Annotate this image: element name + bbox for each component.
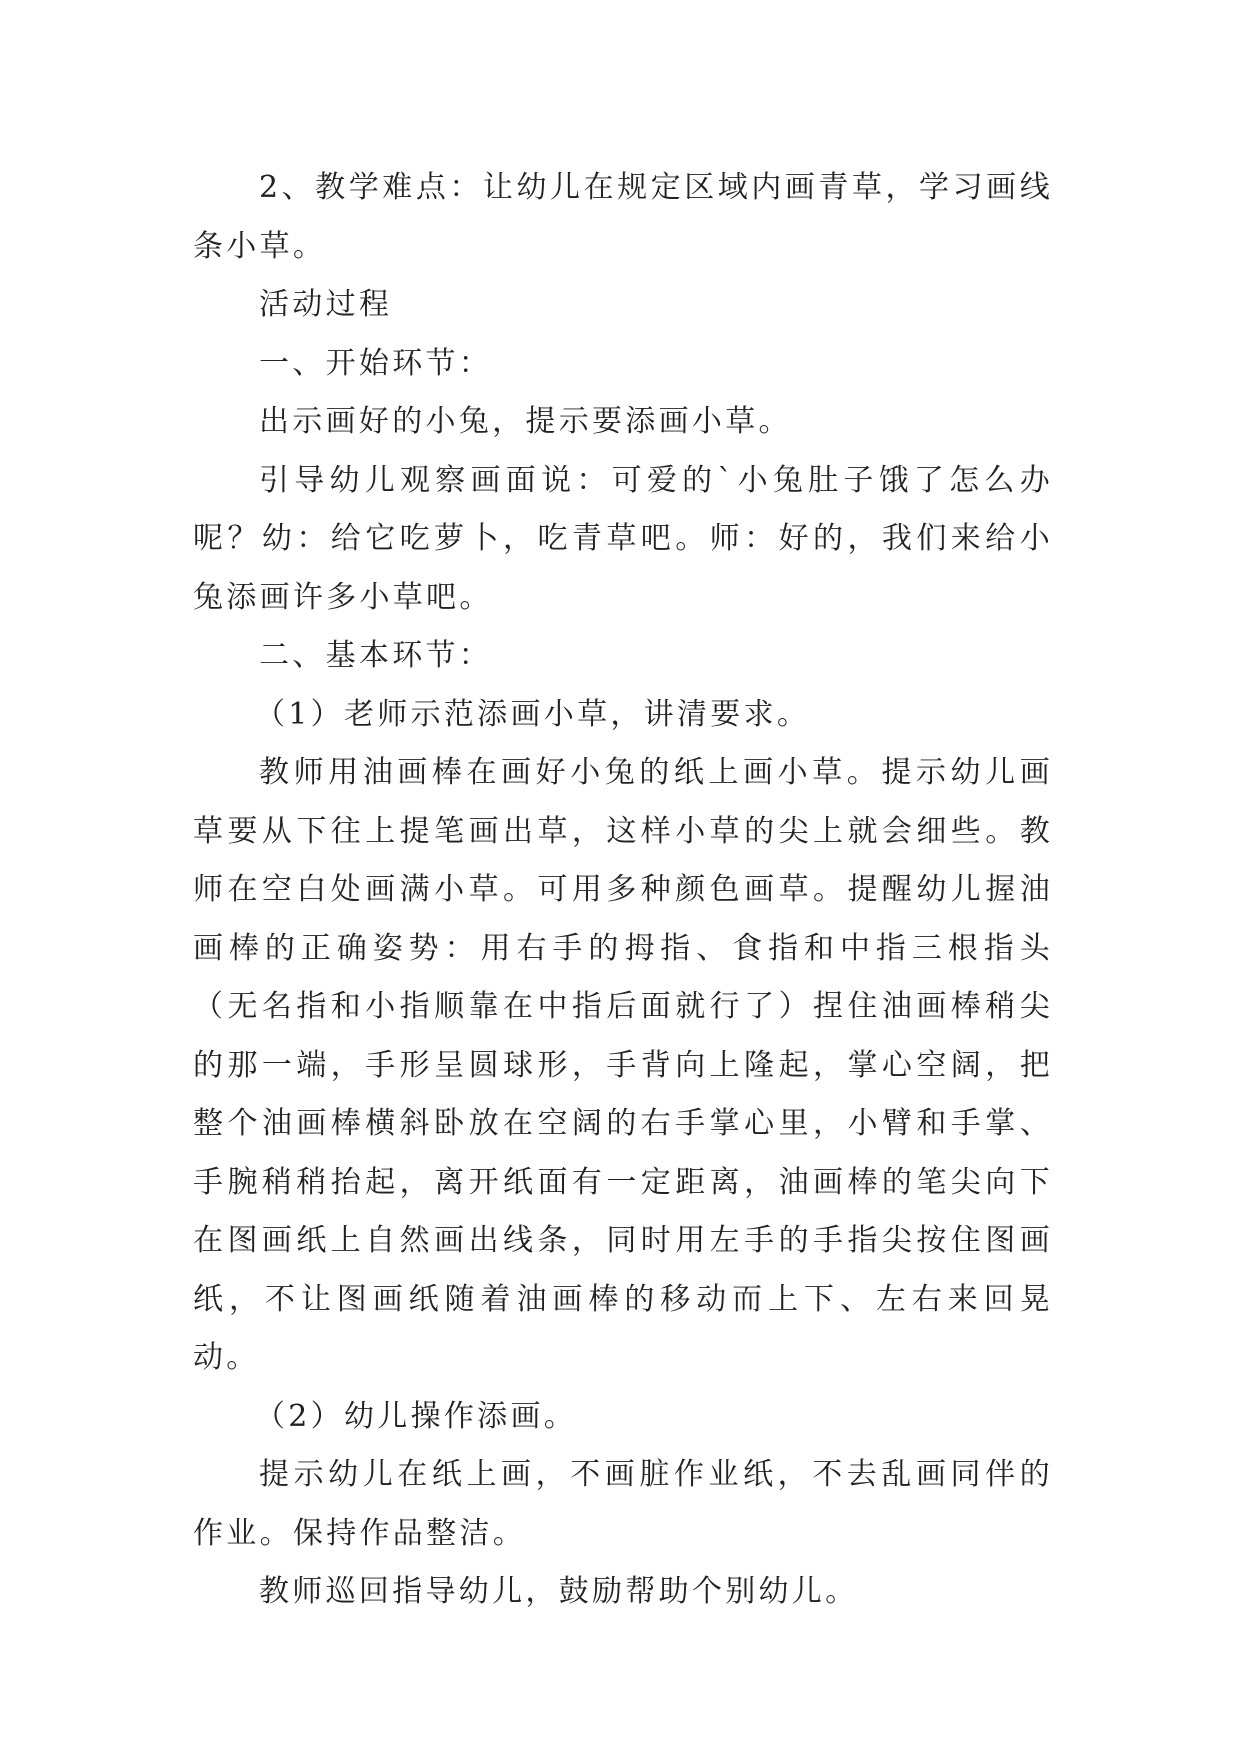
heading-basic-section: 二、基本环节：: [259, 638, 493, 673]
heading-activity-process: 活动过程: [259, 287, 393, 322]
paragraph-teacher-guidance: 教师巡回指导幼儿，鼓励帮助个别幼儿。: [259, 1574, 859, 1609]
heading-opening-section: 一、开始环节：: [259, 345, 493, 381]
paragraph-demo-details: 教师用油画棒在画好小兔的纸上画小草。提示幼儿画草要从下往上提笔画出草，这样小草的尖上就会细些。教师在空白处画满小草。可用多种颜色画草。提醒幼儿握油画棒的正确姿势：用右手的拇指、食指和中指三根指头（无名指和小指顺靠在中指后面就行了）捏住油画棒稍尖的那一端，手形呈圆球形，手背向上隆起，掌心空阔，把整个油画棒横斜卧放在空阔的右手掌心里，小臂和手掌、手腕稍稍抬起，离开纸面有一定距离，油画棒的笔尖向下在图画纸上自然画出线条，同时用左手的手指尖按住图画纸，不让图画纸随着油画棒的移动而上下、左右来回晃动。: [193, 755, 1053, 1375]
paragraph-show-rabbit: 出示画好的小兔，提示要添画小草。: [259, 404, 792, 439]
subheading-child-practice: （2）幼儿操作添画。: [255, 1398, 578, 1434]
paragraph-guide-observation: 引导幼儿观察画面说：可爱的`小兔肚子饿了怎么办呢？幼：给它吃萝卜，吃青草吧。师：好的，我们来给小兔添画许多小草吧。: [193, 462, 1053, 615]
paragraph-practice-tips: 提示幼儿在纸上画，不画脏作业纸，不去乱画同伴的作业。保持作品整洁。: [193, 1457, 1053, 1551]
paragraph-teaching-difficulty: 2、教学难点：让幼儿在规定区域内画青草，学习画线条小草。: [193, 170, 1053, 264]
document-body: [193, 159, 1053, 1622]
subheading-teacher-demo: （1）老师示范添画小草，讲清要求。: [255, 696, 811, 732]
